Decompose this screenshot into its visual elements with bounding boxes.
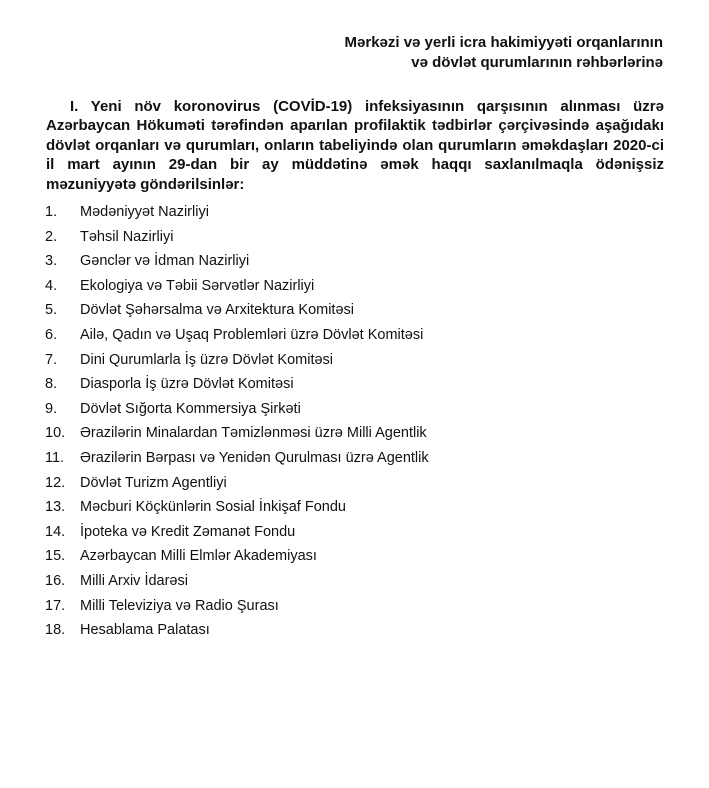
list-item <box>0 298 709 323</box>
list-item-number: 9. <box>45 400 58 417</box>
list-item-number: 17. <box>45 597 66 614</box>
list-item-number: 8. <box>45 376 58 393</box>
list-item-text: İpoteka və Kredit Zəmanət Fondu <box>80 523 296 540</box>
list-item <box>0 348 709 373</box>
list-item-text: Ərazilərin Bərpası və Yenidən Qurulması üzrə Agentlik <box>80 449 429 466</box>
list-item-text: Diasporla İş üzrə Dövlət Komitəsi <box>80 376 294 393</box>
list-item-number: 12. <box>45 474 66 491</box>
list-item <box>0 200 709 225</box>
list-item-text: Mədəniyyət Nazirliyi <box>80 204 209 220</box>
list-item <box>0 471 709 496</box>
list-item <box>0 323 709 348</box>
list-item-text: Gənclər və İdman Nazirliyi <box>80 253 250 270</box>
list-item <box>0 421 709 446</box>
list-item <box>0 594 709 619</box>
addressee-line-1: Mərkəzi və yerli icra hakimiyyəti orqanlarının <box>344 34 663 51</box>
list-item-text: Təhsil Nazirliyi <box>80 228 174 245</box>
list-item-text: Dini Qurumlarla İş üzrə Dövlət Komitəsi <box>80 351 334 368</box>
list-item-number: 7. <box>45 351 58 368</box>
list-item <box>0 544 709 569</box>
list-item-text: Hesablama Palatası <box>80 622 210 639</box>
addressee-line-2: və dövlət qurumlarının rəhbərlərinə <box>411 54 663 71</box>
list-item-text: Məcburi Köçkünlərin Sosial İnkişaf Fondu <box>80 499 346 516</box>
list-item-text: Dövlət Sığorta Kommersiya Şirkəti <box>80 400 301 417</box>
list-item <box>0 372 709 397</box>
list-item <box>0 225 709 250</box>
list-item <box>0 446 709 471</box>
list-item-number: 6. <box>45 326 58 343</box>
list-item-text: Ekologiya və Təbii Sərvətlər Nazirliyi <box>80 277 315 294</box>
list-item-number: 10. <box>45 425 66 442</box>
list-item <box>0 249 709 274</box>
list-item-number: 18. <box>45 622 66 639</box>
list-item-number: 16. <box>45 572 66 589</box>
list-item <box>0 569 709 594</box>
intro-paragraph: I. Yeni növ koronovirus (COVİD-19) infeksiyasının qarşısının alınması üzrə Azərbaycan Hökuməti tərəfindən aparılan profilaktik tədbirlər çərçivəsində aşağıdakı dövlət orqanları və qurumları, onların tabeliyində olan qurumların əməkdaşları 2020-ci il mart ayının 29-dan bir ay müddətinə əmək haqqı saxlanılmaqla ödənişsiz məzuniyyətə göndərilsinlər: <box>46 98 664 193</box>
list-item-number: 5. <box>45 302 58 319</box>
list-item <box>0 520 709 545</box>
list-item-text: Dövlət Şəhərsalma və Arxitektura Komitəsi <box>80 302 354 319</box>
institution-list <box>0 200 709 643</box>
list-item-text: Milli Arxiv İdarəsi <box>80 572 188 589</box>
list-item-number: 14. <box>45 523 66 540</box>
list-item-number: 11. <box>45 449 65 466</box>
addressee-block <box>345 33 663 73</box>
list-item-number: 15. <box>45 548 66 565</box>
list-item-number: 2. <box>45 228 58 245</box>
list-item-number: 3. <box>45 253 58 270</box>
list-item-number: 4. <box>45 277 58 294</box>
list-item <box>0 618 709 643</box>
list-item-text: Azərbaycan Milli Elmlər Akademiyası <box>80 548 317 565</box>
list-item <box>0 397 709 422</box>
list-item-text: Milli Televiziya və Radio Şurası <box>80 597 279 614</box>
list-item-number: 13. <box>45 499 66 516</box>
list-item-number: 1. <box>45 204 58 220</box>
list-item-text: Ailə, Qadın və Uşaq Problemləri üzrə Dövlət Komitəsi <box>80 326 424 343</box>
list-item <box>0 495 709 520</box>
list-item-text: Ərazilərin Minalardan Təmizlənməsi üzrə Milli Agentlik <box>80 425 427 442</box>
list-item <box>0 274 709 299</box>
list-item-text: Dövlət Turizm Agentliyi <box>80 474 227 491</box>
